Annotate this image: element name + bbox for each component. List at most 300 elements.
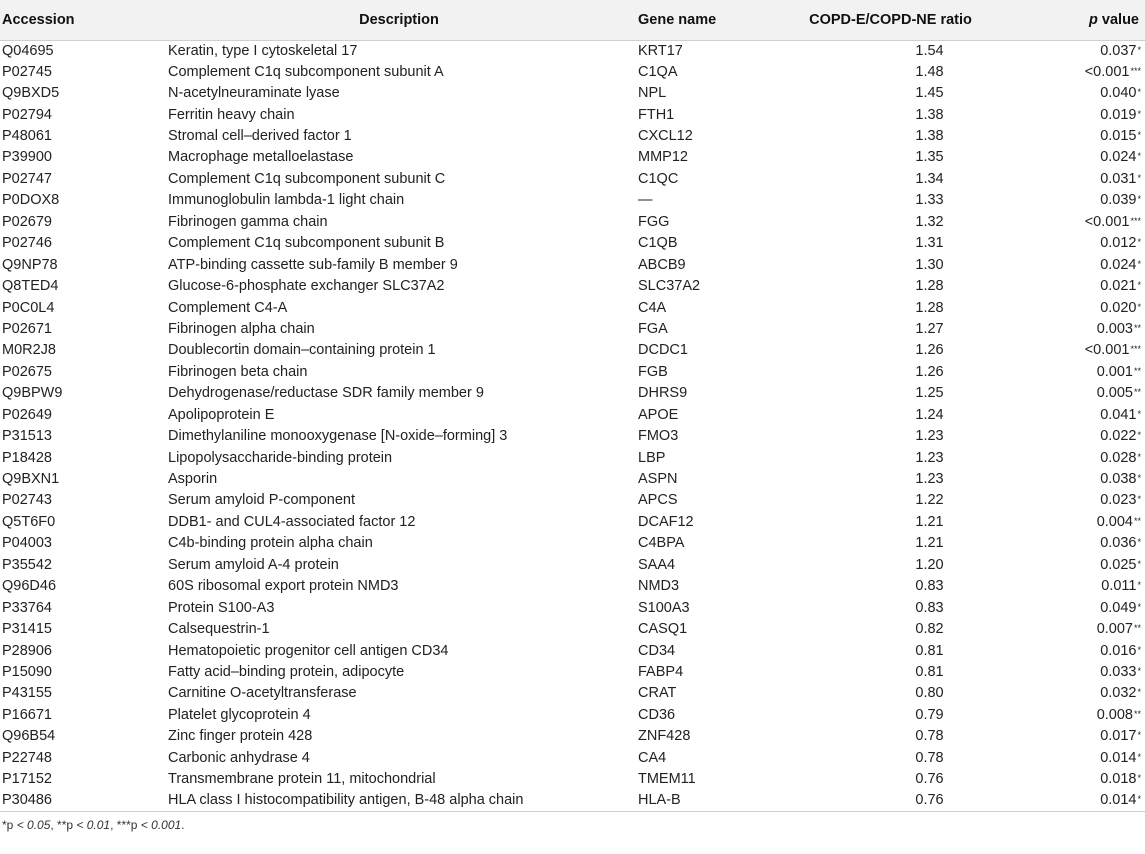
header-accession: Accession	[0, 0, 166, 40]
header-description: Description	[166, 0, 636, 40]
gene-name-cell: ABCB9	[638, 256, 686, 273]
significance-marker: ***	[1130, 65, 1141, 76]
description-cell: Asporin	[168, 471, 218, 488]
table-row	[0, 190, 1145, 211]
ratio-cell: 1.38	[915, 106, 944, 123]
significance-marker: *	[1137, 665, 1141, 676]
gene-name-cell: APCS	[638, 492, 678, 509]
accession-cell: P02675	[2, 363, 52, 380]
table-row	[0, 555, 1145, 576]
description-cell: Dehydrogenase/reductase SDR family member 9	[168, 385, 484, 402]
ratio-cell: 1.31	[915, 235, 944, 252]
ratio-cell: 0.76	[915, 771, 944, 788]
p-value: 0.005	[1096, 385, 1133, 402]
p-value-cell	[1011, 340, 1145, 361]
gene-name-cell: NPL	[638, 85, 667, 102]
significance-marker: *	[1137, 601, 1141, 612]
significance-marker: *	[1137, 580, 1141, 591]
table-row	[0, 405, 1145, 426]
p-value: 0.049	[1100, 599, 1137, 616]
description-cell: Protein S100-A3	[168, 599, 275, 616]
significance-marker: *	[1137, 687, 1141, 698]
accession-cell: P48061	[2, 128, 52, 145]
ratio-cell: 1.27	[915, 320, 944, 337]
table-row	[0, 254, 1145, 275]
significance-marker: *	[1137, 108, 1141, 119]
ratio-cell: 1.34	[915, 170, 944, 187]
table-row	[0, 212, 1145, 233]
ratio-cell: 0.81	[915, 642, 944, 659]
table-row	[0, 533, 1145, 554]
p-value-cell	[1011, 705, 1145, 726]
significance-marker: ***	[1130, 344, 1141, 355]
description-cell: 60S ribosomal export protein NMD3	[168, 578, 399, 595]
p-value: 0.015	[1100, 128, 1137, 145]
gene-name-cell: CD36	[638, 706, 676, 723]
accession-cell: P28906	[2, 642, 52, 659]
p-value: 0.001	[1096, 363, 1133, 380]
significance-marker: *	[1137, 408, 1141, 419]
description-cell: Transmembrane protein 11, mitochondrial	[168, 771, 436, 788]
significance-marker: *	[1137, 258, 1141, 269]
significance-marker: *	[1137, 473, 1141, 484]
table-row	[0, 640, 1145, 661]
p-value-cell	[1011, 769, 1145, 790]
footnote-threshold: < 0.05	[16, 818, 51, 833]
description-cell: Immunoglobulin lambda-1 light chain	[168, 192, 405, 209]
accession-cell: P31415	[2, 621, 52, 638]
table-row	[0, 447, 1145, 468]
ratio-cell: 0.78	[915, 749, 944, 766]
ratio-cell: 1.23	[915, 428, 944, 445]
table-row	[0, 276, 1145, 297]
gene-name-cell: FTH1	[638, 106, 675, 123]
accession-cell: Q9BXN1	[2, 471, 60, 488]
accession-cell: Q96B54	[2, 728, 56, 745]
p-value: 0.024	[1100, 256, 1137, 273]
accession-cell: M0R2J8	[2, 342, 56, 359]
description-cell: Dimethylaniline monooxygenase [N-oxide–forming] 3	[168, 428, 508, 445]
accession-cell: P43155	[2, 685, 52, 702]
description-cell: Fibrinogen gamma chain	[168, 213, 328, 230]
p-value: 0.011	[1101, 578, 1137, 595]
ratio-cell: 1.45	[915, 85, 944, 102]
table-row	[0, 790, 1145, 812]
significance-marker: *	[1137, 194, 1141, 205]
ratio-cell: 1.21	[915, 535, 944, 552]
significance-marker: ***	[1130, 215, 1141, 226]
gene-name-cell: DHRS9	[638, 385, 688, 402]
description-cell: ATP-binding cassette sub-family B member 9	[168, 256, 458, 273]
header-row	[0, 0, 1145, 40]
p-value: 0.022	[1100, 428, 1137, 445]
ratio-cell: 1.28	[915, 278, 944, 295]
significance-marker: *	[1137, 558, 1141, 569]
ratio-cell: 0.83	[915, 578, 944, 595]
p-value: 0.028	[1100, 449, 1137, 466]
p-value-cell	[1011, 469, 1145, 490]
table-row	[0, 319, 1145, 340]
description-cell: Glucose-6-phosphate exchanger SLC37A2	[168, 278, 445, 295]
gene-name-cell: TMEM11	[638, 771, 696, 788]
p-value-cell	[1011, 276, 1145, 297]
p-value-cell	[1011, 619, 1145, 640]
p-value-cell	[1011, 233, 1145, 254]
description-cell: Keratin, type I cytoskeletal 17	[168, 42, 358, 59]
table-row	[0, 40, 1145, 62]
description-cell: Fibrinogen beta chain	[168, 363, 308, 380]
description-cell: Apolipoprotein E	[168, 406, 275, 423]
p-value: 0.007	[1096, 621, 1133, 638]
ratio-cell: 1.22	[915, 492, 944, 509]
description-cell: C4b-binding protein alpha chain	[168, 535, 373, 552]
p-value: 0.031	[1100, 170, 1137, 187]
accession-cell: P15090	[2, 663, 52, 680]
ratio-cell: 1.20	[915, 556, 944, 573]
table-row	[0, 576, 1145, 597]
table-row	[0, 726, 1145, 747]
p-value-cell	[1011, 576, 1145, 597]
ratio-cell: 1.38	[915, 128, 944, 145]
p-value: 0.019	[1100, 106, 1137, 123]
description-cell: Complement C1q subcomponent subunit C	[168, 170, 446, 187]
gene-name-cell: NMD3	[638, 578, 680, 595]
p-value-cell	[1011, 297, 1145, 318]
p-value: 0.025	[1100, 556, 1137, 573]
p-value: 0.041	[1100, 406, 1137, 423]
gene-name-cell: S100A3	[638, 599, 690, 616]
ratio-cell: 1.23	[915, 471, 944, 488]
ratio-cell: 1.24	[915, 406, 944, 423]
p-value-cell	[1011, 319, 1145, 340]
p-value-cell	[1011, 790, 1145, 812]
p-value-cell	[1011, 533, 1145, 554]
accession-cell: P0C0L4	[2, 299, 55, 316]
significance-marker: *	[1137, 151, 1141, 162]
significance-marker: **	[1133, 322, 1141, 333]
p-value-cell	[1011, 512, 1145, 533]
table-row	[0, 619, 1145, 640]
significance-marker: *	[1137, 172, 1141, 183]
p-value: 0.023	[1100, 492, 1137, 509]
ratio-cell: 1.25	[915, 385, 944, 402]
accession-cell: P02747	[2, 170, 52, 187]
table-row	[0, 426, 1145, 447]
accession-cell: Q96D46	[2, 578, 57, 595]
header-p-italic: p	[1089, 11, 1098, 28]
ratio-cell: 1.32	[915, 213, 944, 230]
description-cell: Ferritin heavy chain	[168, 106, 295, 123]
footnote-part: .	[181, 818, 185, 833]
significance-marker: *	[1137, 773, 1141, 784]
table-row	[0, 748, 1145, 769]
accession-cell: P35542	[2, 556, 52, 573]
significance-marker: *	[1137, 644, 1141, 655]
table-row	[0, 705, 1145, 726]
ratio-cell: 1.26	[915, 363, 944, 380]
description-cell: Platelet glycoprotein 4	[168, 706, 311, 723]
significance-marker: *	[1137, 130, 1141, 141]
header-p-value	[1011, 0, 1145, 40]
gene-name-cell: ASPN	[638, 471, 678, 488]
description-cell: Stromal cell–derived factor 1	[168, 128, 352, 145]
p-value: 0.004	[1096, 513, 1133, 530]
gene-name-cell: ZNF428	[638, 728, 691, 745]
footnote-threshold: < 0.01	[76, 818, 111, 833]
ratio-cell: 0.80	[915, 685, 944, 702]
accession-cell: Q04695	[2, 42, 54, 59]
description-cell: HLA class I histocompatibility antigen, B-48 alpha chain	[166, 790, 636, 812]
gene-name-cell: CXCL12	[638, 128, 693, 145]
p-value-cell	[1011, 383, 1145, 404]
p-value-cell	[1011, 62, 1145, 83]
table-row	[0, 490, 1145, 511]
gene-name-cell: LBP	[638, 449, 666, 466]
table-row	[0, 662, 1145, 683]
ratio-cell: 1.26	[915, 342, 944, 359]
p-value: 0.017	[1100, 728, 1137, 745]
gene-name-cell: APOE	[638, 406, 679, 423]
ratio-cell: 1.33	[915, 192, 944, 209]
accession-cell: Q8TED4	[2, 278, 59, 295]
p-value-cell	[1011, 683, 1145, 704]
gene-name-cell: SLC37A2	[638, 278, 701, 295]
p-value-cell	[1011, 726, 1145, 747]
header-gene-name: Gene name	[636, 0, 774, 40]
p-value-cell	[1011, 555, 1145, 576]
p-value-cell	[1011, 748, 1145, 769]
ratio-cell: 0.81	[915, 663, 944, 680]
ratio-cell: 1.54	[915, 42, 944, 59]
table-row	[0, 383, 1145, 404]
p-value-cell	[1011, 447, 1145, 468]
gene-name-cell: SAA4	[638, 556, 676, 573]
accession-cell: Q9BPW9	[2, 385, 63, 402]
p-value-cell	[1011, 362, 1145, 383]
footnote-part: , ***p	[110, 818, 141, 833]
gene-name-cell: DCAF12	[638, 513, 694, 530]
gene-name-cell: C1QC	[638, 170, 679, 187]
accession-cell: P02679	[2, 213, 52, 230]
table-row	[0, 83, 1145, 104]
description-cell: Carbonic anhydrase 4	[168, 749, 310, 766]
p-value-cell	[1011, 83, 1145, 104]
gene-name-cell: C1QB	[638, 235, 678, 252]
p-value: 0.037	[1100, 42, 1137, 59]
significance-marker: **	[1133, 623, 1141, 634]
description-cell: N-acetylneuraminate lyase	[168, 85, 340, 102]
accession-cell: Q5T6F0	[2, 513, 56, 530]
p-value: 0.003	[1096, 320, 1133, 337]
p-value: 0.021	[1100, 278, 1137, 295]
p-value: 0.040	[1100, 85, 1137, 102]
gene-name-cell: DCDC1	[638, 342, 688, 359]
gene-name-cell: FGA	[638, 320, 668, 337]
p-value-cell	[1011, 640, 1145, 661]
accession-cell: P39900	[2, 149, 52, 166]
significance-marker: **	[1133, 365, 1141, 376]
ratio-cell: 0.79	[915, 706, 944, 723]
p-value: 0.036	[1100, 535, 1137, 552]
table-row	[0, 683, 1145, 704]
description-cell: Fatty acid–binding protein, adipocyte	[168, 663, 405, 680]
description-cell: Carnitine O-acetyltransferase	[168, 685, 357, 702]
p-value-cell	[1011, 212, 1145, 233]
accession-cell: P02671	[2, 320, 52, 337]
gene-name-cell: C4BPA	[638, 535, 685, 552]
gene-name-cell: MMP12	[638, 149, 688, 166]
significance-marker: *	[1137, 751, 1141, 762]
accession-cell: P02649	[2, 406, 52, 423]
significance-marker: *	[1137, 87, 1141, 98]
p-value-cell	[1011, 490, 1145, 511]
gene-name-cell: FABP4	[638, 663, 684, 680]
ratio-cell: 1.21	[915, 513, 944, 530]
accession-cell: P16671	[2, 706, 52, 723]
table-row	[0, 512, 1145, 533]
gene-name-cell: CASQ1	[638, 621, 688, 638]
ratio-cell: 0.83	[915, 599, 944, 616]
p-value: 0.032	[1100, 685, 1137, 702]
table-row	[0, 297, 1145, 318]
description-cell: Lipopolysaccharide-binding protein	[168, 449, 393, 466]
p-value-cell	[1011, 254, 1145, 275]
gene-name-cell: —	[638, 192, 653, 209]
accession-cell: P02745	[2, 63, 52, 80]
footnote-part: *p	[2, 818, 17, 833]
gene-name-cell: C1QA	[638, 63, 678, 80]
description-cell: DDB1- and CUL4-associated factor 12	[168, 513, 416, 530]
p-value: 0.033	[1100, 663, 1137, 680]
accession-cell: P30486	[0, 790, 166, 812]
description-cell: Hematopoietic progenitor cell antigen CD34	[168, 642, 449, 659]
accession-cell: P33764	[2, 599, 52, 616]
p-value-cell	[1011, 426, 1145, 447]
header-p-rest: value	[1097, 11, 1139, 28]
p-value: 0.020	[1100, 299, 1137, 316]
p-value: <0.001	[1084, 63, 1130, 80]
p-value-cell	[1011, 147, 1145, 168]
accession-cell: P02794	[2, 106, 52, 123]
significance-marker: *	[1137, 730, 1141, 741]
ratio-cell: 1.28	[915, 299, 944, 316]
p-value: <0.001	[1084, 342, 1130, 359]
significance-marker: **	[1133, 387, 1141, 398]
description-cell: Complement C4-A	[168, 299, 288, 316]
accession-cell: Q9NP78	[2, 256, 58, 273]
significance-marker: **	[1133, 515, 1141, 526]
ratio-cell: 1.35	[915, 149, 944, 166]
ratio-cell: 1.48	[915, 63, 944, 80]
description-cell: Complement C1q subcomponent subunit B	[168, 235, 445, 252]
p-value: 0.014	[1100, 792, 1137, 809]
p-value-cell	[1011, 405, 1145, 426]
table-row	[0, 147, 1145, 168]
gene-name-cell: FGG	[638, 213, 670, 230]
p-value-cell	[1011, 169, 1145, 190]
table-row	[0, 340, 1145, 361]
accession-cell: P31513	[2, 428, 52, 445]
p-value: 0.014	[1100, 749, 1137, 766]
table-row	[0, 62, 1145, 83]
accession-cell: P02743	[2, 492, 52, 509]
p-value: 0.012	[1100, 235, 1137, 252]
ratio-cell: 1.30	[915, 256, 944, 273]
p-value-cell	[1011, 597, 1145, 618]
table-row	[0, 769, 1145, 790]
description-cell: Fibrinogen alpha chain	[168, 320, 315, 337]
p-value-cell	[1011, 126, 1145, 147]
ratio-cell: 0.78	[915, 728, 944, 745]
description-cell: Complement C1q subcomponent subunit A	[168, 63, 444, 80]
accession-cell: Q9BXD5	[2, 85, 60, 102]
table-footnote	[0, 812, 1145, 832]
description-cell: Serum amyloid P-component	[168, 492, 355, 509]
accession-cell: P18428	[2, 449, 52, 466]
gene-name-cell: CRAT	[638, 685, 677, 702]
table-row	[0, 169, 1145, 190]
footnote-part: , **p	[50, 818, 77, 833]
significance-marker: *	[1137, 301, 1141, 312]
footnote-threshold: < 0.001	[140, 818, 182, 833]
accession-cell: P17152	[2, 771, 52, 788]
gene-name-cell: HLA-B	[636, 790, 774, 812]
ratio-cell: 0.82	[915, 621, 944, 638]
description-cell: Zinc finger protein 428	[168, 728, 313, 745]
significance-marker: *	[1137, 44, 1141, 55]
significance-marker: **	[1133, 708, 1141, 719]
significance-marker: *	[1137, 794, 1141, 805]
gene-name-cell: CA4	[638, 749, 667, 766]
gene-name-cell: CD34	[638, 642, 676, 659]
p-value-cell	[1011, 662, 1145, 683]
accession-cell: P22748	[2, 749, 52, 766]
table-body	[0, 40, 1145, 812]
p-value: 0.016	[1100, 642, 1137, 659]
significance-marker: *	[1137, 237, 1141, 248]
gene-name-cell: FGB	[638, 363, 668, 380]
p-value: <0.001	[1084, 213, 1130, 230]
p-value-cell	[1011, 104, 1145, 125]
significance-marker: *	[1137, 494, 1141, 505]
gene-name-cell: FMO3	[638, 428, 679, 445]
p-value: 0.018	[1100, 771, 1137, 788]
p-value: 0.038	[1100, 471, 1137, 488]
description-cell: Calsequestrin-1	[168, 621, 270, 638]
table-row	[0, 597, 1145, 618]
p-value: 0.008	[1096, 706, 1133, 723]
accession-cell: P02746	[2, 235, 52, 252]
p-value-cell	[1011, 190, 1145, 211]
accession-cell: P0DOX8	[2, 192, 60, 209]
description-cell: Doublecortin domain–containing protein 1	[168, 342, 436, 359]
significance-marker: *	[1137, 451, 1141, 462]
description-cell: Serum amyloid A-4 protein	[168, 556, 339, 573]
ratio-cell: 1.23	[915, 449, 944, 466]
gene-name-cell: C4A	[638, 299, 667, 316]
p-value: 0.024	[1100, 149, 1137, 166]
p-value-cell	[1011, 40, 1145, 62]
table-row	[0, 126, 1145, 147]
significance-marker: *	[1137, 430, 1141, 441]
table-row	[0, 233, 1145, 254]
ratio-cell: 0.76	[774, 790, 1011, 812]
p-value: 0.039	[1100, 192, 1137, 209]
table-row	[0, 362, 1145, 383]
header-ratio: COPD-E/COPD-NE ratio	[774, 0, 1011, 40]
significance-marker: *	[1137, 537, 1141, 548]
table-row	[0, 469, 1145, 490]
